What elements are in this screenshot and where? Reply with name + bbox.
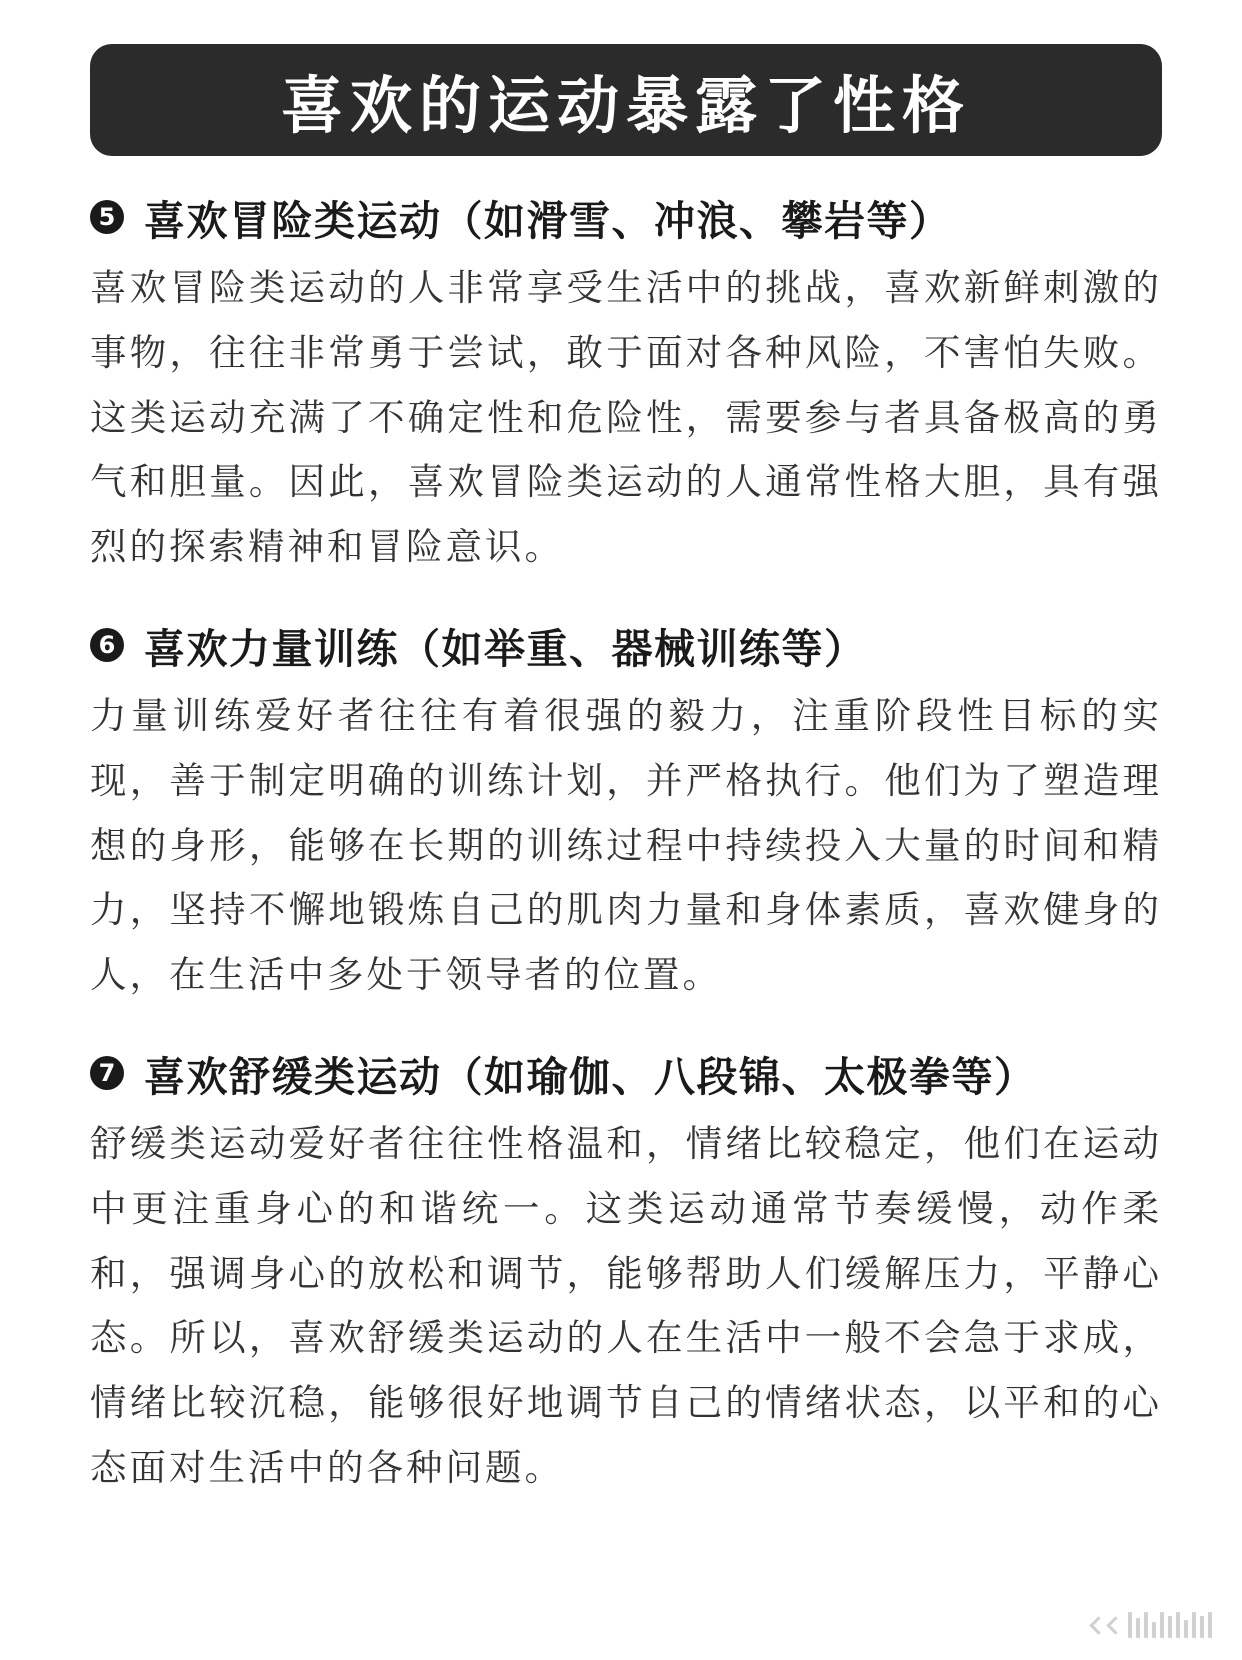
double-chevron-icon xyxy=(1090,1619,1122,1632)
section-heading-text: 喜欢冒险类运动（如滑雪、冲浪、攀岩等） xyxy=(144,196,952,245)
section-body: 舒缓类运动爱好者往往性格温和，情绪比较稳定，他们在运动中更注重身心的和谐统一。这类运动通常节奏缓慢，动作柔和，强调身心的放松和调节，能够帮助人们缓解压力，平静心态。所以，喜欢舒缓类运动的人在生活中一般不会急于求成，情绪比较沉稳，能够很好地调节自己的情绪状态，以平和的心态面对生活中的各种问题。 xyxy=(90,1122,1162,1489)
number-badge: 5 xyxy=(90,200,124,234)
number-badge: 7 xyxy=(90,1056,124,1090)
section-heading-text: 喜欢舒缓类运动（如瑜伽、八段锦、太极拳等） xyxy=(144,1052,1037,1101)
section-body: 喜欢冒险类运动的人非常享受生活中的挑战，喜欢新鲜刺激的事物，往往非常勇于尝试，敢于面对各种风险，不害怕失败。这类运动充满了不确定性和危险性，需要参与者具备极高的勇气和胆量。因此，喜欢冒险类运动的人通常性格大胆，具有强烈的探索精神和冒险意识。 xyxy=(90,266,1162,569)
title-banner xyxy=(90,44,1162,156)
section-heading xyxy=(90,614,1162,676)
section-gentle-exercise xyxy=(90,1042,1162,1501)
number-badge: 6 xyxy=(90,628,124,662)
section-heading-text: 喜欢力量训练（如举重、器械训练等） xyxy=(144,624,867,673)
section-body: 力量训练爱好者往往有着很强的毅力，注重阶段性目标的实现，善于制定明确的训练计划，并严格执行。他们为了塑造理想的身形，能够在长期的训练过程中持续投入大量的时间和精力，坚持不懈地锻炼自己的肌肉力量和身体素质，喜欢健身的人，在生活中多处于领导者的位置。 xyxy=(90,694,1162,997)
page-title: 喜欢的运动暴露了性格 xyxy=(280,68,971,142)
section-heading xyxy=(90,1042,1162,1104)
section-adventure-sports xyxy=(90,186,1162,580)
watermark-logo xyxy=(1090,1612,1212,1638)
bars-icon xyxy=(1128,1612,1212,1638)
section-strength-training xyxy=(90,614,1162,1008)
section-heading xyxy=(90,186,1162,248)
